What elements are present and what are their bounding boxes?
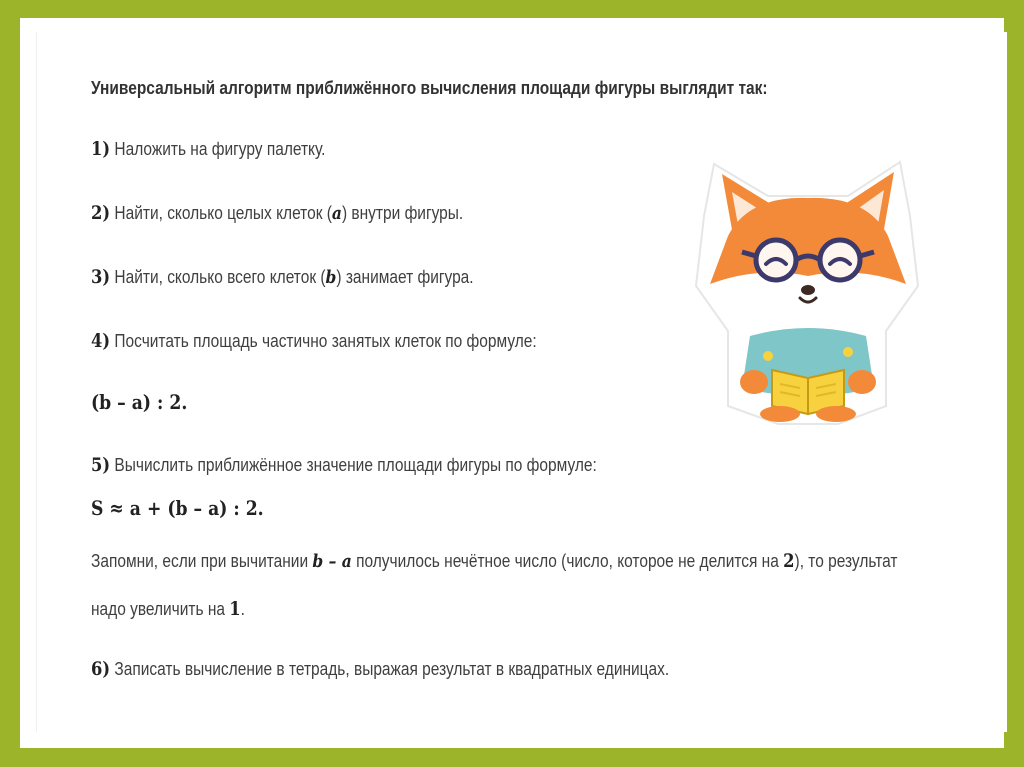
slide <box>20 18 1004 748</box>
step-number: 1) <box>91 138 111 160</box>
variable-a: a <box>331 203 342 224</box>
step-6 <box>91 658 669 680</box>
step-2 <box>91 202 463 224</box>
step-3 <box>91 266 474 288</box>
step-text: Найти, сколько целых клеток ( <box>114 203 332 223</box>
step-text: Записать вычисление в тетрадь, выражая результат в квадратных единицах. <box>114 659 670 679</box>
note-text: Запомни, если при вычитании <box>91 551 313 571</box>
note-text: ), то результат <box>794 551 898 571</box>
note-line-2 <box>91 598 245 620</box>
step-text: Найти, сколько всего клеток ( <box>114 267 326 287</box>
step-1 <box>91 138 325 160</box>
note-expression: b – a <box>312 551 352 572</box>
note-number-one: 1 <box>229 598 241 620</box>
step-number: 5) <box>91 454 111 476</box>
formula-partial-cells: (b – a) : 2. <box>91 390 188 414</box>
step-text-end: ) внутри фигуры. <box>341 203 464 223</box>
step-number: 2) <box>91 202 111 224</box>
fox-illustration <box>688 156 928 426</box>
note-text: . <box>240 599 245 619</box>
formula-area: S ≈ a + (b – a) : 2. <box>91 496 264 520</box>
step-number: 3) <box>91 266 111 288</box>
step-text: Посчитать площадь частично занятых клеток по формуле: <box>114 331 537 351</box>
nose <box>801 285 815 295</box>
note-text: надо увеличить на <box>91 599 230 619</box>
note-line-1 <box>91 550 897 572</box>
note-number-two: 2 <box>783 550 795 572</box>
variable-b: b <box>325 267 337 288</box>
step-text-end: ) занимает фигура. <box>336 267 474 287</box>
step-number: 4) <box>91 330 111 352</box>
step-number: 6) <box>91 658 111 680</box>
step-4 <box>91 330 537 352</box>
step-text: Наложить на фигуру палетку. <box>114 139 326 159</box>
step-text: Вычислить приближённое значение площади фигуры по формуле: <box>114 455 597 475</box>
note-text: получилось нечётное число (число, которое не делится на <box>351 551 784 571</box>
page-heading: Универсальный алгоритм приближённого вычисления площади фигуры выглядит так: <box>91 78 768 98</box>
step-5 <box>91 454 597 476</box>
